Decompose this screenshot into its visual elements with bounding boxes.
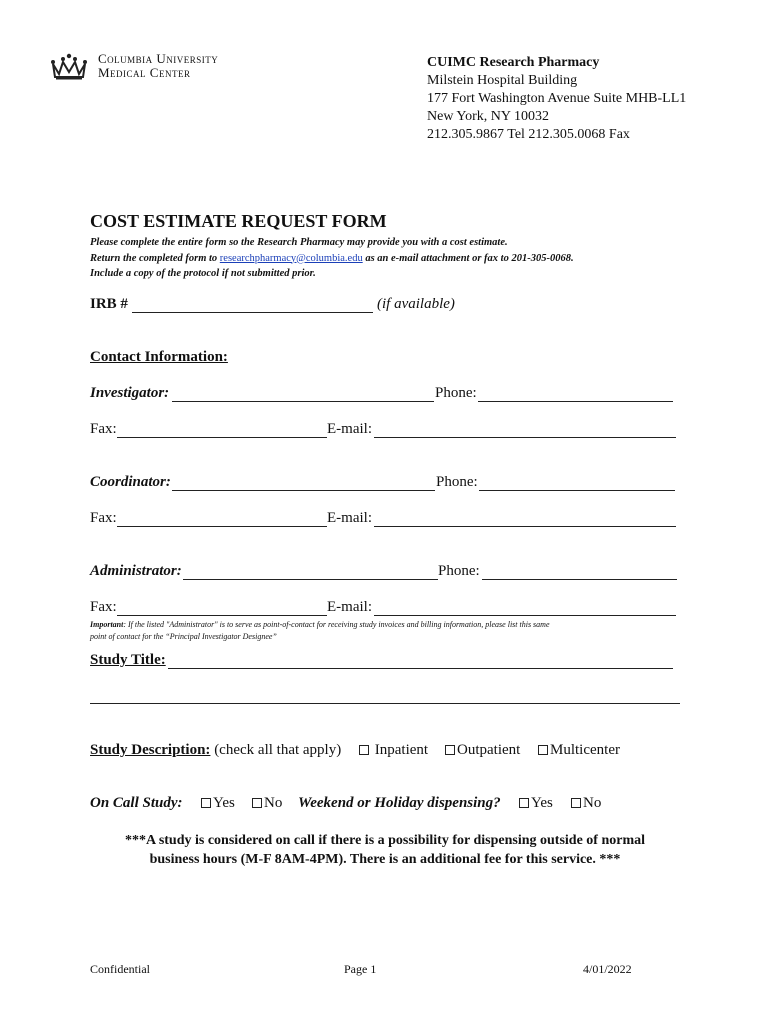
logo bbox=[50, 52, 250, 82]
administrator-fax-label: Fax: bbox=[90, 599, 117, 615]
notice-line-1: ***A study is considered on call if there is a possibility for dispensing outside of normal bbox=[124, 833, 645, 848]
study-title-label: Study Title: bbox=[90, 652, 166, 668]
outpatient-checkbox[interactable] bbox=[445, 745, 455, 755]
coordinator-label: Coordinator: bbox=[90, 474, 171, 490]
on-call-yes-option[interactable] bbox=[201, 795, 235, 812]
coordinator-email-label: E-mail: bbox=[327, 510, 372, 526]
important-label: Important bbox=[90, 620, 124, 629]
coordinator-phone-field[interactable] bbox=[479, 490, 675, 491]
weekend-yes-checkbox[interactable] bbox=[519, 798, 529, 808]
administrator-label: Administrator: bbox=[90, 563, 182, 579]
investigator-fax-label: Fax: bbox=[90, 421, 117, 437]
irb-label: IRB # bbox=[90, 296, 128, 312]
weekend-no-checkbox[interactable] bbox=[571, 798, 581, 808]
coordinator-field[interactable] bbox=[172, 490, 435, 491]
important-note bbox=[90, 619, 550, 643]
multicenter-label: Multicenter bbox=[550, 742, 620, 758]
investigator-phone-field[interactable] bbox=[478, 401, 673, 402]
coordinator-phone-label: Phone: bbox=[436, 474, 478, 490]
weekend-yes-option[interactable] bbox=[519, 795, 553, 812]
building: Milstein Hospital Building bbox=[427, 73, 578, 88]
pharmacy-email-link[interactable]: researchpharmacy@columbia.edu bbox=[219, 252, 363, 264]
investigator-email-field[interactable] bbox=[374, 437, 676, 438]
on-call-yes-label: Yes bbox=[213, 795, 235, 811]
pharmacy-name: CUIMC Research Pharmacy bbox=[427, 55, 600, 70]
instructions bbox=[90, 235, 574, 282]
administrator-phone-label: Phone: bbox=[438, 563, 480, 579]
on-call-notice bbox=[90, 831, 680, 869]
administrator-fax-field[interactable] bbox=[117, 615, 327, 616]
phones: 212.305.9867 Tel 212.305.0068 Fax bbox=[427, 127, 630, 142]
administrator-email-field[interactable] bbox=[374, 615, 676, 616]
weekend-no-label: No bbox=[583, 795, 602, 811]
study-title-field[interactable] bbox=[168, 668, 673, 669]
outpatient-option[interactable] bbox=[445, 742, 520, 759]
on-call-no-checkbox[interactable] bbox=[252, 798, 262, 808]
administrator-email-label: E-mail: bbox=[327, 599, 372, 615]
crown-icon bbox=[50, 52, 88, 80]
study-description-label: Study Description: bbox=[90, 742, 211, 758]
investigator-label: Investigator: bbox=[90, 385, 170, 401]
outpatient-label: Outpatient bbox=[457, 742, 521, 758]
logo-line1: Columbia University bbox=[98, 51, 219, 66]
study-description-note: (check all that apply) bbox=[214, 742, 342, 758]
inpatient-option[interactable] bbox=[359, 742, 428, 759]
administrator-phone-field[interactable] bbox=[482, 579, 677, 580]
weekend-no-option[interactable] bbox=[571, 795, 601, 812]
footer-date: 4/01/2022 bbox=[583, 962, 632, 976]
important-text: : If the listed "Administrator" is to serve as point-of-contact for receiving study invoices and billing information, please list this same bbox=[123, 620, 550, 629]
notice-line-2: business hours (M-F 8AM-4PM). There is an additional fee for this service. *** bbox=[149, 852, 621, 867]
multicenter-option[interactable] bbox=[538, 742, 620, 759]
logo-line2: Medical Center bbox=[98, 65, 191, 80]
on-call-yes-checkbox[interactable] bbox=[201, 798, 211, 808]
inpatient-label: Inpatient bbox=[374, 742, 429, 758]
instruction-1: Please complete the entire form so the Research Pharmacy may provide you with a cost estimate. bbox=[90, 237, 508, 248]
coordinator-fax-label: Fax: bbox=[90, 510, 117, 526]
instruction-2-pre: Return the completed form to bbox=[90, 252, 220, 264]
footer-left: Confidential bbox=[90, 962, 150, 976]
on-call-label: On Call Study: bbox=[90, 795, 183, 811]
investigator-phone-label: Phone: bbox=[435, 385, 477, 401]
on-call-no-option[interactable] bbox=[252, 795, 282, 812]
city: New York, NY 10032 bbox=[427, 109, 549, 124]
contact-heading: Contact Information: bbox=[90, 349, 228, 365]
study-description-row bbox=[90, 742, 341, 759]
administrator-field[interactable] bbox=[183, 579, 438, 580]
study-title-field-2[interactable] bbox=[90, 703, 680, 704]
weekend-label: Weekend or Holiday dispensing? bbox=[298, 795, 501, 811]
investigator-field[interactable] bbox=[172, 401, 434, 402]
investigator-email-label: E-mail: bbox=[327, 421, 372, 437]
coordinator-fax-field[interactable] bbox=[117, 526, 327, 527]
weekend-yes-label: Yes bbox=[531, 795, 553, 811]
irb-note: (if available) bbox=[377, 296, 455, 312]
on-call-no-label: No bbox=[264, 795, 283, 811]
inpatient-checkbox[interactable] bbox=[359, 745, 369, 755]
multicenter-checkbox[interactable] bbox=[538, 745, 548, 755]
instruction-2 bbox=[90, 251, 574, 267]
street: 177 Fort Washington Avenue Suite MHB-LL1 bbox=[427, 91, 687, 106]
footer-page: Page 1 bbox=[344, 962, 377, 976]
form-title: COST ESTIMATE REQUEST FORM bbox=[90, 211, 387, 231]
instruction-2-post: as an e-mail attachment or fax to 201-305-0068. bbox=[362, 252, 574, 264]
address-block bbox=[427, 54, 686, 144]
irb-field[interactable] bbox=[132, 312, 373, 313]
coordinator-email-field[interactable] bbox=[374, 526, 676, 527]
instruction-3: Include a copy of the protocol if not submitted prior. bbox=[90, 268, 316, 279]
investigator-fax-field[interactable] bbox=[117, 437, 327, 438]
important-text-2: point of contact for the “Principal Investigator Designee” bbox=[90, 632, 277, 641]
